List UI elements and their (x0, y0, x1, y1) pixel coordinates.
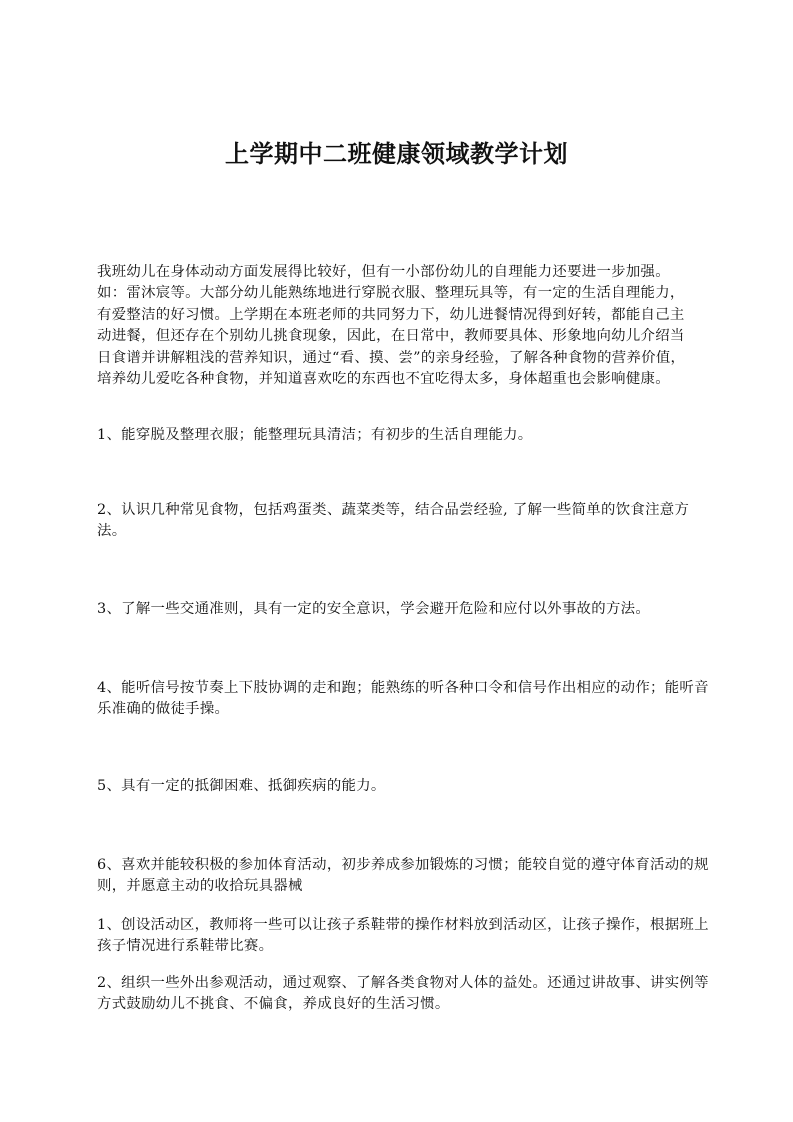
goal-item-3: 3、了解一些交通准则，具有一定的安全意识，学会避开危险和应付以外事故的方法。 (97, 601, 651, 617)
goal-item-6: 6、喜欢并能较积极的参加体育活动，初步养成参加锻炼的习惯；能较自觉的遵守体育活动的规则，并愿意主动的收拾玩具器械 (97, 857, 709, 895)
intro-paragraph: 我班幼儿在身体动动方面发展得比较好，但有一小部份幼儿的自理能力还要进一步加强。如：雷沐宸等。大部分幼儿能熟练地进行穿脱衣服、整理玩具等，有一定的生活自理能力，有爱整洁的好习惯。上学期在本班老师的共同努力下，幼儿进餐情况得到好转，都能自己主动进餐，但还存在个别幼儿挑食现象，因此，在日常中，教师要具体、形象地向幼儿介绍当日食谱并讲解粗浅的营养知识，通过“看、摸、尝”的亲身经验，了解各种食物的营养价值，培养幼儿爱吃各种食物，并知道喜欢吃的东西也不宜吃得太多，身体超重也会影响健康。 (97, 264, 686, 388)
goal-item-1: 1、能穿脱及整理衣服；能整理玩具清洁；有初步的生活自理能力。 (97, 427, 533, 443)
goal-item-4: 4、能听信号按节奏上下肢协调的走和跑；能熟练的听各种口令和信号作出相应的动作；能听音乐准确的做徒手操。 (97, 680, 709, 718)
measure-item-2: 2、组织一些外出参观活动，通过观察、了解各类食物对人体的益处。还通过讲故事、讲实例等方式鼓励幼儿不挑食、不偏食，养成良好的生活习惯。 (97, 975, 709, 1013)
goal-item-2: 2、认识几种常见食物，包括鸡蛋类、蔬菜类等，结合品尝经验, 了解一些简单的饮食注意方法。 (97, 502, 690, 540)
measure-item-1: 1、创设活动区，教师将一些可以让孩子系鞋带的操作材料放到活动区，让孩子操作，根据班上孩子情况进行系鞋带比赛。 (97, 917, 709, 955)
goal-item-5: 5、具有一定的抵御困难、抵御疾病的能力。 (97, 778, 386, 794)
document-title: 上学期中二班健康领域教学计划 (225, 140, 568, 168)
